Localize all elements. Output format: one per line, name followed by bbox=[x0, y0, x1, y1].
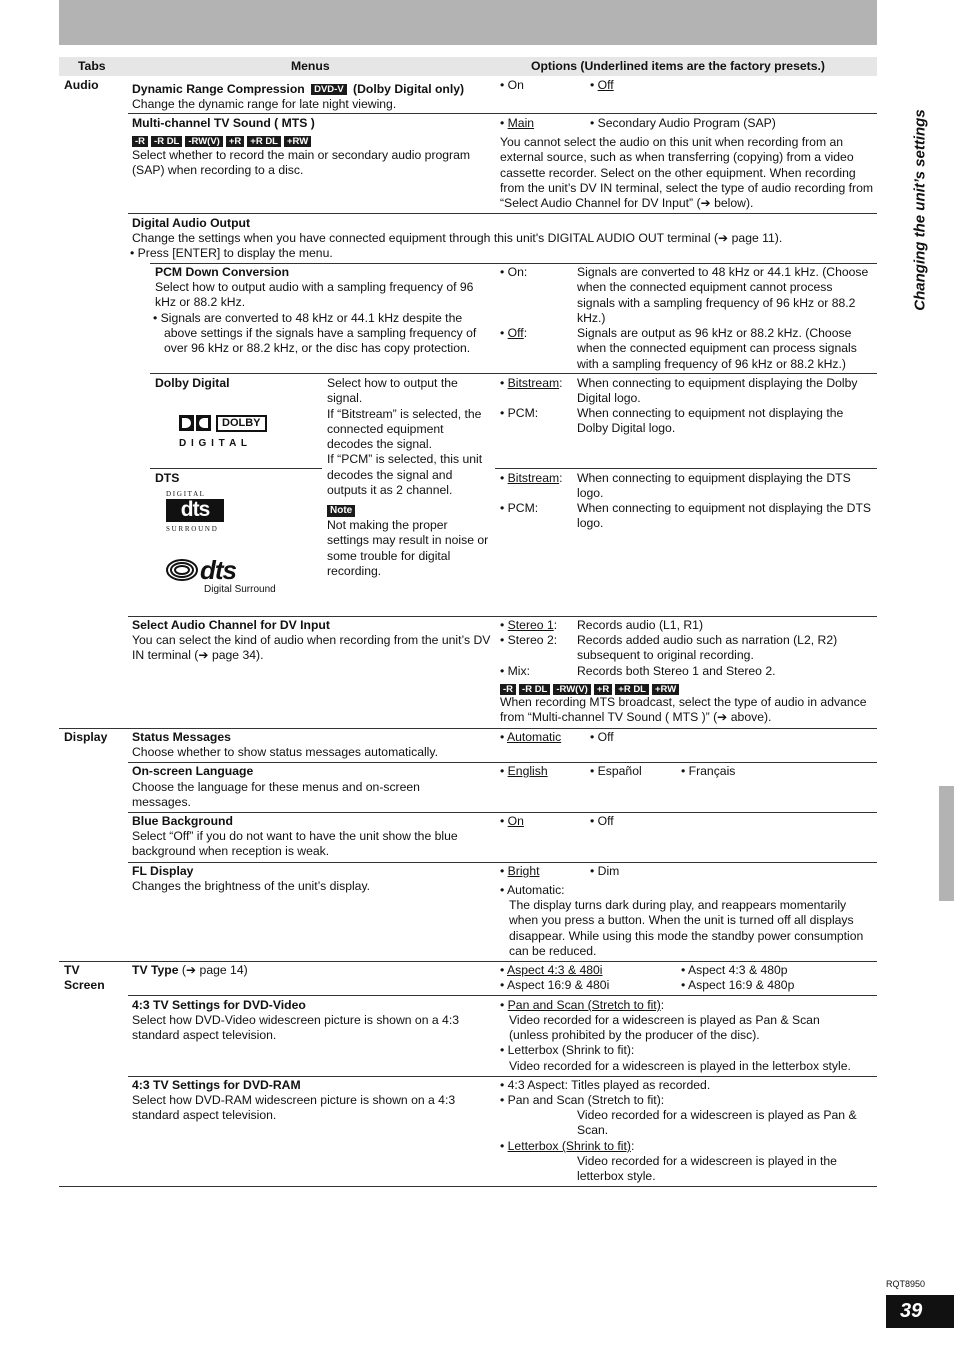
language-option-espanol: • Español bbox=[590, 764, 642, 778]
dv-info: When recording MTS broadcast, select the type of audio in advance from “Multi-channel TV Sound ( MTS )” (➔ above). bbox=[500, 695, 867, 725]
dts-logo bbox=[166, 490, 228, 536]
dvdv-title: 4:3 TV Settings for DVD-Video bbox=[132, 998, 306, 1012]
pcm-option-off: • Off: bbox=[500, 326, 528, 340]
language-option-francais: • Français bbox=[681, 764, 736, 778]
dvd-v-badge: DVD-V bbox=[311, 84, 347, 95]
side-tab-marker bbox=[939, 786, 954, 901]
disc-badge: +R DL bbox=[247, 136, 281, 147]
blue-bg-option-on: • On bbox=[500, 814, 524, 828]
dts-option-pcm: • PCM: bbox=[500, 501, 539, 515]
divider bbox=[128, 812, 877, 813]
dts-option-bitstream: • Bitstream: bbox=[500, 471, 563, 485]
blue-bg-title: Blue Background bbox=[132, 814, 233, 828]
dts-logo-word: dts bbox=[166, 499, 224, 522]
dolby-title: Dolby Digital bbox=[155, 376, 230, 390]
disc-badge: -RW(V) bbox=[185, 136, 222, 147]
pcm-option-off-label: Off bbox=[507, 326, 524, 340]
dv-option-stereo1-desc: Records audio (L1, R1) bbox=[577, 618, 703, 632]
dts-digital-surround-logo bbox=[166, 556, 276, 596]
header-options: Options (Underlined items are the factory presets.) bbox=[531, 59, 825, 73]
divider bbox=[128, 995, 877, 996]
disc-badge: +RW bbox=[284, 136, 311, 147]
doc-code: RQT8950 bbox=[886, 1279, 926, 1289]
mts-desc: Select whether to record the main or secondary audio program (SAP) when recording to a disc. bbox=[132, 148, 471, 178]
dts-logo2-word: dts bbox=[200, 555, 236, 585]
divider bbox=[128, 616, 877, 617]
tv-type-option-2: • Aspect 4:3 & 480p bbox=[681, 963, 788, 977]
dv-option-mix: • Mix: bbox=[500, 664, 530, 678]
tv-type-title-text: TV Type bbox=[132, 963, 179, 977]
dvdram-option-pan-scan-desc: Video recorded for a widescreen is played as Pan & Scan. bbox=[577, 1108, 857, 1138]
divider bbox=[128, 1076, 877, 1077]
dv-title: Select Audio Channel for DV Input bbox=[132, 618, 330, 632]
top-banner bbox=[59, 0, 877, 45]
dao-title: Digital Audio Output bbox=[132, 216, 251, 230]
tv-type-option-1: • Aspect 4:3 & 480i bbox=[500, 963, 603, 977]
dvdv-option-pan-scan-desc: Video recorded for a widescreen is played as Pan & Scan (unless prohibited by the producer of the disc). bbox=[509, 1013, 820, 1043]
blue-bg-desc: Select “Off” if you do not want to have the unit show the blue background when reception is weak. bbox=[132, 829, 458, 859]
dvdram-option-4-3: • 4:3 Aspect: Titles played as recorded. bbox=[500, 1078, 711, 1092]
dts-title: DTS bbox=[155, 471, 180, 485]
drc-title-text: Dynamic Range Compression bbox=[132, 82, 305, 96]
status-desc: Choose whether to show status messages automatically. bbox=[132, 745, 438, 759]
fl-option-dim: • Dim bbox=[590, 864, 620, 878]
pcm-bullet-2: above settings if the signals have a sampling frequency of bbox=[164, 326, 477, 340]
dts-logo-bottom: S U R R O U N D bbox=[166, 525, 217, 533]
pcm-desc: Select how to output audio with a sampling frequency of 96 kHz or 88.2 kHz. bbox=[155, 280, 474, 310]
disc-badge: +RW bbox=[652, 684, 679, 695]
dolby-option-pcm: • PCM: bbox=[500, 406, 539, 420]
page-number: 39 bbox=[886, 1295, 954, 1328]
divider bbox=[59, 961, 877, 962]
dolby-option-pcm-desc: When connecting to equipment not displaying the Dolby Digital logo. bbox=[577, 406, 844, 436]
disc-badge: +R DL bbox=[615, 684, 649, 695]
status-option-automatic-label: Automatic bbox=[506, 730, 562, 744]
dvdram-option-letterbox: • Letterbox (Shrink to fit): bbox=[500, 1139, 635, 1153]
dts-logo-top: D I G I T A L bbox=[166, 490, 204, 498]
header-menus: Menus bbox=[291, 59, 330, 73]
fl-option-bright-label: Bright bbox=[507, 864, 540, 878]
drc-desc: Change the dynamic range for late night viewing. bbox=[132, 97, 397, 111]
drc-option-on: • On bbox=[500, 78, 524, 92]
fl-option-bright: • Bright bbox=[500, 864, 540, 878]
drc-option-off-label: Off bbox=[597, 78, 614, 92]
note-box: Note bbox=[327, 505, 355, 517]
dv-option-mix-desc: Records both Stereo 1 and Stereo 2. bbox=[577, 664, 776, 678]
language-option-english: • English bbox=[500, 764, 548, 778]
dolby-logo-word: DOLBY bbox=[216, 415, 267, 432]
status-option-automatic: • Automatic bbox=[500, 730, 562, 744]
blue-bg-option-off: • Off bbox=[590, 814, 614, 828]
dvdram-title: 4:3 TV Settings for DVD-RAM bbox=[132, 1078, 301, 1092]
dv-option-stereo2-desc: Records added audio such as narration (L2, R2) subsequent to original recording. bbox=[577, 633, 838, 663]
tab-audio: Audio bbox=[64, 78, 99, 92]
disc-badge: -RW(V) bbox=[553, 684, 590, 695]
disc-badge: -R bbox=[132, 136, 148, 147]
divider bbox=[128, 762, 877, 763]
tab-tv-screen: TV Screen bbox=[64, 963, 105, 993]
divider bbox=[59, 728, 877, 729]
divider bbox=[150, 263, 877, 264]
divider bbox=[128, 113, 877, 114]
dolby-double-d-icon bbox=[178, 414, 212, 432]
language-title: On-screen Language bbox=[132, 764, 254, 778]
tab-display: Display bbox=[64, 730, 108, 744]
mts-option-sap: • Secondary Audio Program (SAP) bbox=[590, 116, 776, 130]
mts-badges bbox=[132, 134, 314, 149]
pcm-option-on: • On: bbox=[500, 265, 528, 279]
pcm-option-off-desc: Signals are output as 96 kHz or 88.2 kHz. (Choose when the connected equipment can process signals with a sampling frequency of 96 kHz or 88.2 kHz.) bbox=[577, 326, 857, 371]
dvdram-desc: Select how DVD-RAM widescreen picture is shown on a 4:3 standard aspect television. bbox=[132, 1093, 456, 1123]
dao-desc: Change the settings when you have connected equipment through this unit's DIGITAL AUDIO OUT terminal (➔ page 11). bbox=[132, 231, 783, 245]
dvdv-option-pan-scan-label: Pan and Scan (Stretch to fit) bbox=[507, 998, 661, 1012]
dolby-option-bitstream-desc: When connecting to equipment displaying the Dolby Digital logo. bbox=[577, 376, 858, 406]
mts-info: You cannot select the audio on this unit when recording from an external source, such as when transferring (copying) from a video cassette recorder. Select on the other equipment. When recording from the unit’s DV IN terminal, select the type of audio recording from “Select Audio Channel for DV Input” (➔ below). bbox=[500, 135, 874, 211]
pcm-title: PCM Down Conversion bbox=[155, 265, 290, 279]
fl-option-automatic-desc: The display turns dark during play, and reappears momentarily when you press a button. When the unit is turned off all displays disappear. While using this mode the standby power consumption can be reduced. bbox=[509, 898, 864, 958]
disc-badge: -R DL bbox=[519, 684, 550, 695]
dvdram-option-letterbox-desc: Video recorded for a widescreen is played in the letterbox style. bbox=[577, 1154, 837, 1184]
dv-desc: You can select the kind of audio when recording from the unit’s DV IN terminal (➔ page 34). bbox=[132, 633, 491, 663]
tv-type-title bbox=[132, 963, 248, 978]
disc-badge: -R DL bbox=[151, 136, 182, 147]
side-title: Changing the unit’s settings bbox=[911, 109, 929, 311]
divider bbox=[59, 1186, 877, 1187]
tv-type-option-3: • Aspect 16:9 & 480i bbox=[500, 978, 610, 992]
dv-option-stereo2: • Stereo 2: bbox=[500, 633, 558, 647]
tv-type-ref: (➔ page 14) bbox=[181, 963, 248, 977]
dvdv-option-letterbox-desc: Video recorded for a widescreen is played in the letterbox style. bbox=[509, 1059, 851, 1073]
dolby-option-bitstream: • Bitstream: bbox=[500, 376, 563, 390]
language-option-english-label: English bbox=[507, 764, 548, 778]
disc-badge: -R bbox=[500, 684, 516, 695]
divider bbox=[128, 213, 877, 214]
divider bbox=[495, 468, 877, 469]
output-desc: Select how to output the signal. If “Bitstream” is selected, the connected equipment decodes the signal. If “PCM” is selected, this unit decodes the signal and outputs it as 2 channel. bbox=[327, 376, 483, 498]
dolby-option-bitstream-label: Bitstream bbox=[507, 376, 560, 390]
fl-option-automatic: • Automatic: bbox=[500, 883, 565, 897]
pcm-bullet-1: • Signals are converted to 48 kHz or 44.1 kHz despite the bbox=[153, 311, 463, 325]
status-title: Status Messages bbox=[132, 730, 231, 744]
dvdram-option-letterbox-label: Letterbox (Shrink to fit) bbox=[507, 1139, 631, 1153]
dvdv-option-letterbox: • Letterbox (Shrink to fit): bbox=[500, 1043, 635, 1057]
dao-bullet: • Press [ENTER] to display the menu. bbox=[130, 246, 333, 260]
drc-title-suffix: (Dolby Digital only) bbox=[353, 82, 465, 96]
dvdram-option-pan-scan: • Pan and Scan (Stretch to fit): bbox=[500, 1093, 665, 1107]
mts-option-main: • Main bbox=[500, 116, 535, 130]
dts-option-bitstream-desc: When connecting to equipment displaying the DTS logo. bbox=[577, 471, 851, 501]
dv-option-stereo1: • Stereo 1: bbox=[500, 618, 558, 632]
mts-title: Multi-channel TV Sound ( MTS ) bbox=[132, 116, 315, 130]
fl-title: FL Display bbox=[132, 864, 194, 878]
blue-bg-option-on-label: On bbox=[507, 814, 524, 828]
mts-option-main-label: Main bbox=[507, 116, 535, 130]
dts-logo2-sub: Digital Surround bbox=[204, 584, 276, 595]
language-desc: Choose the language for these menus and on-screen messages. bbox=[132, 780, 420, 810]
pcm-bullet-3: over 96 kHz or 88.2 kHz, or the disc has copy protection. bbox=[164, 341, 471, 355]
dolby-logo bbox=[178, 414, 273, 450]
dvdv-option-pan-scan: • Pan and Scan (Stretch to fit): bbox=[500, 998, 665, 1012]
note-label bbox=[327, 502, 355, 517]
dolby-logo-sub: D I G I T A L bbox=[179, 438, 248, 449]
header-tabs: Tabs bbox=[78, 59, 106, 73]
disc-badge: +R bbox=[594, 684, 612, 695]
dts-option-pcm-desc: When connecting to equipment not displaying the DTS logo. bbox=[577, 501, 872, 531]
dvdv-desc: Select how DVD-Video widescreen picture is shown on a 4:3 standard aspect television. bbox=[132, 1013, 459, 1043]
status-option-off: • Off bbox=[590, 730, 614, 744]
drc-title bbox=[132, 82, 464, 97]
dts-option-bitstream-label: Bitstream bbox=[507, 471, 560, 485]
pcm-option-on-desc: Signals are converted to 48 kHz or 44.1 kHz. (Choose when the connected equipment cannot process signals with a sampling frequency of 96 kHz or 88.2 kHz.) bbox=[577, 265, 869, 325]
fl-desc: Changes the brightness of the unit’s display. bbox=[132, 879, 371, 893]
drc-option-off: • Off bbox=[590, 78, 614, 92]
tv-type-option-4: • Aspect 16:9 & 480p bbox=[681, 978, 795, 992]
divider bbox=[150, 468, 322, 469]
dts-swirl-icon bbox=[166, 558, 198, 582]
tv-type-option-1-label: Aspect 4:3 & 480i bbox=[506, 963, 603, 977]
divider bbox=[150, 373, 877, 374]
note-text: Not making the proper settings may result in noise or some trouble for digital recording. bbox=[327, 518, 489, 578]
disc-badge: +R bbox=[226, 136, 244, 147]
dv-option-stereo1-label: Stereo 1 bbox=[507, 618, 554, 632]
divider bbox=[128, 862, 877, 863]
